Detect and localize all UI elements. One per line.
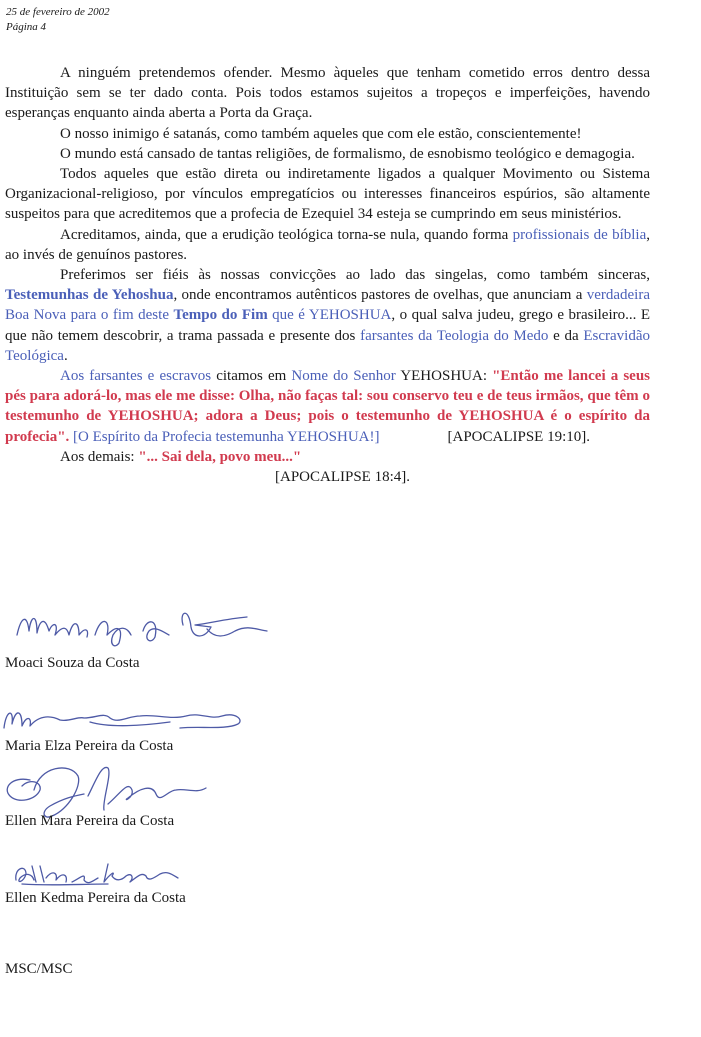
signature-moaci xyxy=(15,605,325,650)
footer-initials: MSC/MSC xyxy=(5,961,73,977)
signature-maria-elza xyxy=(0,700,260,738)
document-body xyxy=(5,63,650,487)
signature-name-4: Ellen Kedma Pereira da Costa xyxy=(5,890,186,906)
reference-apocalipse-18: [APOCALIPSE 18:4]. xyxy=(275,469,411,486)
highlight-teologia-do-medo: farsantes da Teologia do Medo xyxy=(360,327,549,344)
text-run: , ao invés de genuínos pastores. xyxy=(5,226,650,263)
text-run: YEHOSHUA: xyxy=(395,368,493,385)
paragraph-2: O nosso inimigo é satanás, como também aqueles que com ele estão, conscientemente! xyxy=(60,125,582,142)
highlight-boa-nova: verdadeira Boa Nova para o fim deste xyxy=(5,287,650,324)
text-run: . xyxy=(63,347,68,364)
text-run: citamos em xyxy=(211,368,292,385)
highlight-farsantes: Aos farsantes e escravos xyxy=(60,368,212,385)
signature-ellen-kedma xyxy=(12,860,182,888)
text-run: Aos demais: xyxy=(60,448,139,465)
text-run: Acreditamos, ainda, que a erudição teológica torna-se nula, quando forma xyxy=(60,226,513,243)
note-espirito-profecia: [O Espírito da Profecia testemunha YEHOSHUA!] xyxy=(69,428,380,445)
highlight-nome-do-senhor: Nome do Senhor xyxy=(291,368,396,385)
signature-name-3: Ellen Mara Pereira da Costa xyxy=(5,813,175,829)
highlight-tempo-do-fim: Tempo do Fim xyxy=(173,307,268,324)
text-run: , onde encontramos autênticos pastores de ovelhas, que anunciam a xyxy=(173,287,587,304)
paragraph-6 xyxy=(5,265,650,366)
paragraph-5 xyxy=(5,225,650,265)
highlight-escravidao: Escravidão Teológica xyxy=(5,327,650,364)
text-run: , o qual salva judeu, grego e brasileiro... E que não temem descobrir, a trama passada e presente dos xyxy=(5,307,651,344)
quote-apocalipse-18: "... Sai dela, povo meu..." xyxy=(138,448,302,465)
reference-apocalipse-19: [APOCALIPSE 19:10]. xyxy=(447,428,591,445)
paragraph-4: Todos aqueles que estão direta ou indiretamente ligados a qualquer Movimento ou Sistema Organizacional-religioso, por vínculos empregatícios ou interesses financeiros espúrios, são altamente suspeitos para que acreditemos que a profecia de Ezequiel 34 esteja se cumprindo em seus ministérios. xyxy=(5,166,650,223)
paragraph-1: A ninguém pretendemos ofender. Mesmo àqueles que tenham cometido erros dentro dessa Instituição sem se ter dado conta. Pois todos estamos sujeitos a tropeços e imperfeições, havendo esperanças enquanto ainda aberta a Porta da Graça. xyxy=(5,65,650,122)
signature-name-2: Maria Elza Pereira da Costa xyxy=(5,738,174,754)
paragraph-7 xyxy=(5,366,650,447)
text-run: Preferimos ser fiéis às nossas convicções ao lado das singelas, como também sinceras, xyxy=(60,267,650,284)
paragraph-8 xyxy=(5,447,650,467)
signature-name-1: Moaci Souza da Costa xyxy=(5,655,140,671)
highlight-profissionais: profissionais de bíblia xyxy=(512,226,647,243)
paragraph-3: O mundo está cansado de tantas religiões, de formalismo, de esnobismo teológico e demagogia. xyxy=(60,145,635,162)
quote-apocalipse-19: "Então me lancei a seus pés para adorá-lo, mas ele me disse: Olha, não faças tal: sou conservo teu e de teus irmãos, que têm o testemunho de YEHOSHUA; adora a Deus; pois o testemunho de YEHOSHUA é o espírito da profecia". xyxy=(5,368,650,445)
text-run: e da xyxy=(548,327,584,344)
highlight-yehoshua: que é YEHOSHUA xyxy=(267,307,392,324)
header-page-number: Página 4 xyxy=(6,21,47,33)
page-header xyxy=(6,5,110,35)
highlight-testemunhas: Testemunhas de Yehoshua xyxy=(5,287,174,304)
header-date: 25 de fevereiro de 2002 xyxy=(6,6,110,18)
